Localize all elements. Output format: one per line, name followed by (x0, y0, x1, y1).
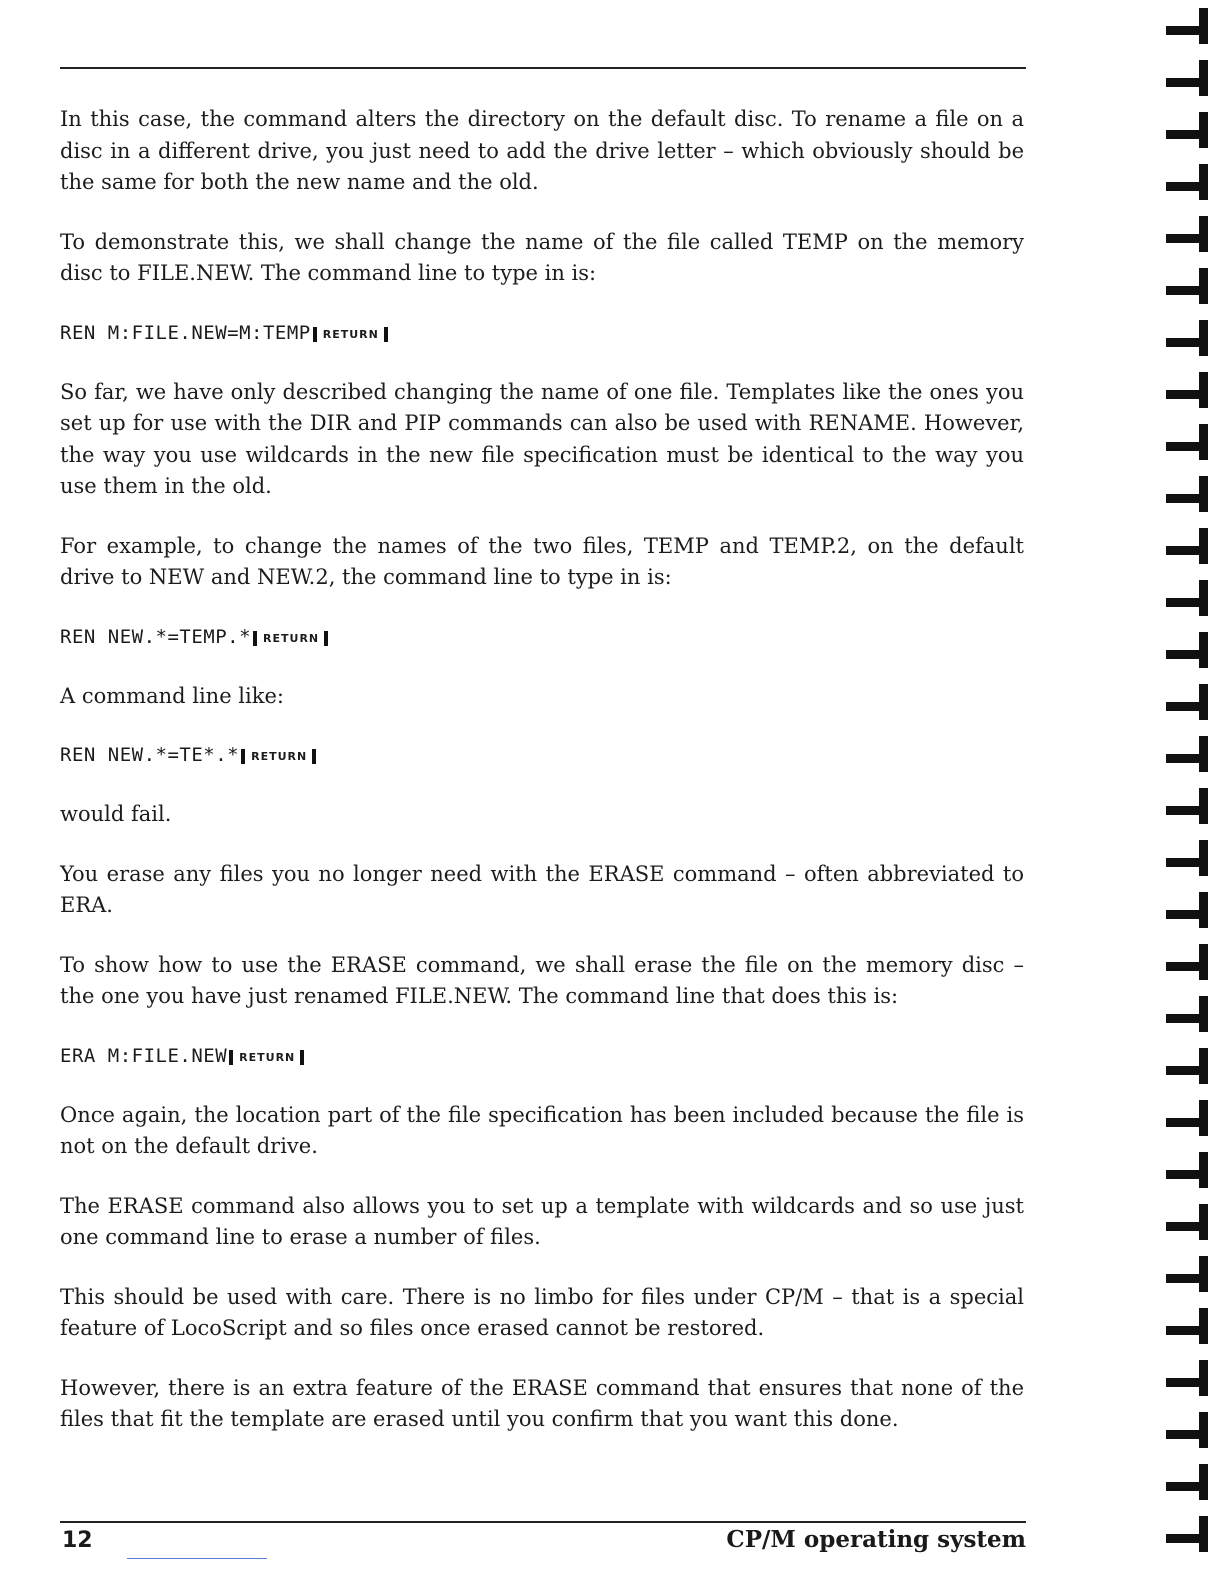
binding-hook (1166, 528, 1208, 564)
footer-rule (60, 1521, 1026, 1523)
spiral-binding (1114, 0, 1224, 1584)
return-key: RETURN (253, 631, 328, 646)
binding-hook (1166, 632, 1208, 668)
binding-hook (1166, 1516, 1208, 1552)
binding-hook (1166, 1308, 1208, 1344)
paragraph: would fail. (60, 802, 172, 826)
binding-hook (1166, 944, 1208, 980)
section-title: CP/M operating system (726, 1526, 1026, 1553)
paragraph: This should be used with care. There is no limbo for files under CP/M – that is a special feature of LocoScript and so files once erased cannot be restored. (60, 1284, 1024, 1340)
paragraph: However, there is an extra feature of the ERASE command that ensures that none of the files that fit the template are erased until you confirm that you want this done. (60, 1375, 1024, 1431)
return-key: RETURN (229, 1050, 304, 1065)
binding-hook (1166, 788, 1208, 824)
binding-hook (1166, 60, 1208, 96)
paragraph: The ERASE command also allows you to set up a template with wildcards and so use just one command line to erase a number of files. (60, 1193, 1024, 1249)
command-line (60, 318, 1024, 349)
page-number: 12 (62, 1528, 93, 1553)
binding-hook (1166, 1152, 1208, 1188)
footer-link-underline (127, 1558, 267, 1559)
binding-hook (1166, 8, 1208, 44)
page-body (60, 104, 1024, 1464)
binding-hook (1166, 112, 1208, 148)
binding-hook (1166, 476, 1208, 512)
binding-hook (1166, 684, 1208, 720)
command-line (60, 740, 1024, 771)
paragraph: To show how to use the ERASE command, we shall erase the file on the memory disc – the one you have just renamed FILE.NEW. The command line that does this is: (60, 952, 1024, 1008)
paragraph: In this case, the command alters the directory on the default disc. To rename a file on a disc in a different drive, you just need to add the drive letter – which obviously should be the same for both the new name and the old. (60, 107, 1024, 194)
binding-hook (1166, 1360, 1208, 1396)
binding-hook (1166, 424, 1208, 460)
return-key: RETURN (241, 749, 316, 764)
binding-hook (1166, 372, 1208, 408)
binding-hook (1166, 996, 1208, 1032)
paragraph: For example, to change the names of the two files, TEMP and TEMP.2, on the default drive to NEW and NEW.2, the command line to type in is: (60, 533, 1024, 589)
command-line (60, 1041, 1024, 1072)
binding-hook (1166, 1204, 1208, 1240)
binding-hook (1166, 1464, 1208, 1500)
command-text: REN NEW.*=TE*.* (60, 744, 240, 766)
return-key: RETURN (313, 327, 388, 342)
paragraph: Once again, the location part of the file specification has been included because the file is not on the default drive. (60, 1102, 1024, 1158)
binding-hook (1166, 1048, 1208, 1084)
binding-hook (1166, 1412, 1208, 1448)
binding-hook (1166, 216, 1208, 252)
command-text: REN M:FILE.NEW=M:TEMP (60, 321, 311, 344)
binding-hook (1166, 736, 1208, 772)
binding-hook (1166, 268, 1208, 304)
binding-hook (1166, 1100, 1208, 1136)
paragraph: To demonstrate this, we shall change the name of the file called TEMP on the memory disc to FILE.NEW. The command line to type in is: (60, 229, 1024, 285)
paragraph: You erase any files you no longer need with the ERASE command – often abbreviated to ERA. (60, 861, 1024, 917)
command-text: ERA M:FILE.NEW (60, 1044, 228, 1067)
binding-hook (1166, 840, 1208, 876)
binding-hook (1166, 892, 1208, 928)
binding-hook (1166, 320, 1208, 356)
command-line (60, 622, 1024, 653)
command-text: REN NEW.*=TEMP.* (60, 625, 252, 648)
binding-hook (1166, 1256, 1208, 1292)
paragraph: A command line like: (60, 683, 284, 708)
binding-hook (1166, 164, 1208, 200)
header-rule (60, 67, 1026, 69)
binding-hook (1166, 580, 1208, 616)
paragraph: So far, we have only described changing the name of one file. Templates like the ones you set up for use with the DIR and PIP commands can also be used with RENAME. However, the way you use wildcards in the new file specification must be identical to the way you use them in the old. (60, 379, 1024, 498)
